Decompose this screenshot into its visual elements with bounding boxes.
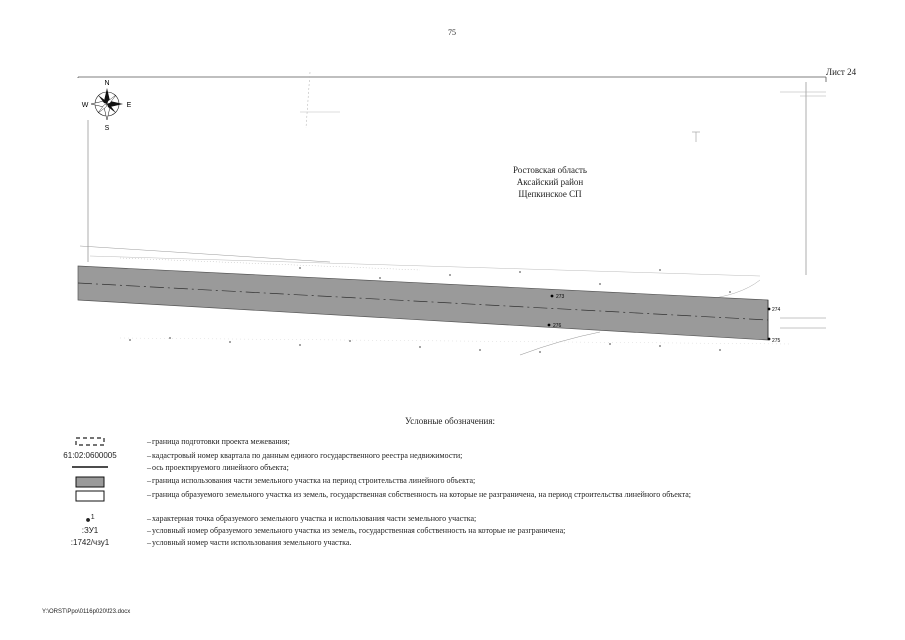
legend-text: граница образуемого земельного участка из земель, государственная собственность на которые не разграничена, на период строительства линейного объекта; xyxy=(152,490,691,499)
page-number: 75 xyxy=(448,28,456,37)
legend-text: граница подготовки проекта межевания; xyxy=(152,437,290,446)
compass-w: W xyxy=(81,102,89,109)
point-marker xyxy=(551,295,554,298)
point-label: 275 xyxy=(772,338,781,344)
grey-box-symbol xyxy=(40,476,140,490)
boundary-dashed-symbol xyxy=(40,437,140,448)
footer-path: Y:\ORST\Ppo\0116p020\f23.docx xyxy=(42,609,131,615)
compass-s: S xyxy=(104,125,110,132)
sheet-label: Лист 24 xyxy=(826,67,857,77)
region-line: Аксайский район xyxy=(516,177,584,187)
legend-text: условный номер части использования земельного участка. xyxy=(152,538,352,547)
plot-number-symbol: :ЗУ1 xyxy=(81,526,99,535)
part-number-symbol: :1742/чзу1 xyxy=(70,538,110,547)
legend-text: условный номер образуемого земельного участка из земель, государственная собственность на которые не разграничена; xyxy=(152,526,566,535)
point-marker xyxy=(548,324,551,327)
region-line: Щепкинское СП xyxy=(518,189,582,199)
compass-rose xyxy=(82,80,132,132)
region-line: Ростовская область xyxy=(513,165,587,175)
point-label: 274 xyxy=(772,307,781,313)
axis-line-symbol xyxy=(40,463,140,472)
point-marker xyxy=(768,338,771,341)
region-label xyxy=(470,164,630,200)
point-marker xyxy=(768,308,771,311)
legend-text: кадастровый номер квартала по данным единого государственного реестра недвижимости; xyxy=(152,451,463,460)
legend-title: Условные обозначения: xyxy=(404,416,495,426)
legend-text: характерная точка образуемого земельного участка и использования части земельного участка; xyxy=(152,514,477,523)
cadastral-symbol: 61:02:0600005 xyxy=(63,451,117,460)
point-symbol: ●$^1$ xyxy=(85,514,95,525)
point-label: 273 xyxy=(556,294,565,300)
compass-e: E xyxy=(126,102,132,109)
legend-text: граница использования части земельного участка на период строительства линейного объекта; xyxy=(152,476,476,485)
land-plot-strip xyxy=(78,266,768,340)
compass-n: N xyxy=(104,80,110,87)
white-box-symbol xyxy=(40,490,140,504)
point-label: 276 xyxy=(553,323,562,329)
legend-text: ось проектируемого линейного объекта; xyxy=(152,463,289,472)
